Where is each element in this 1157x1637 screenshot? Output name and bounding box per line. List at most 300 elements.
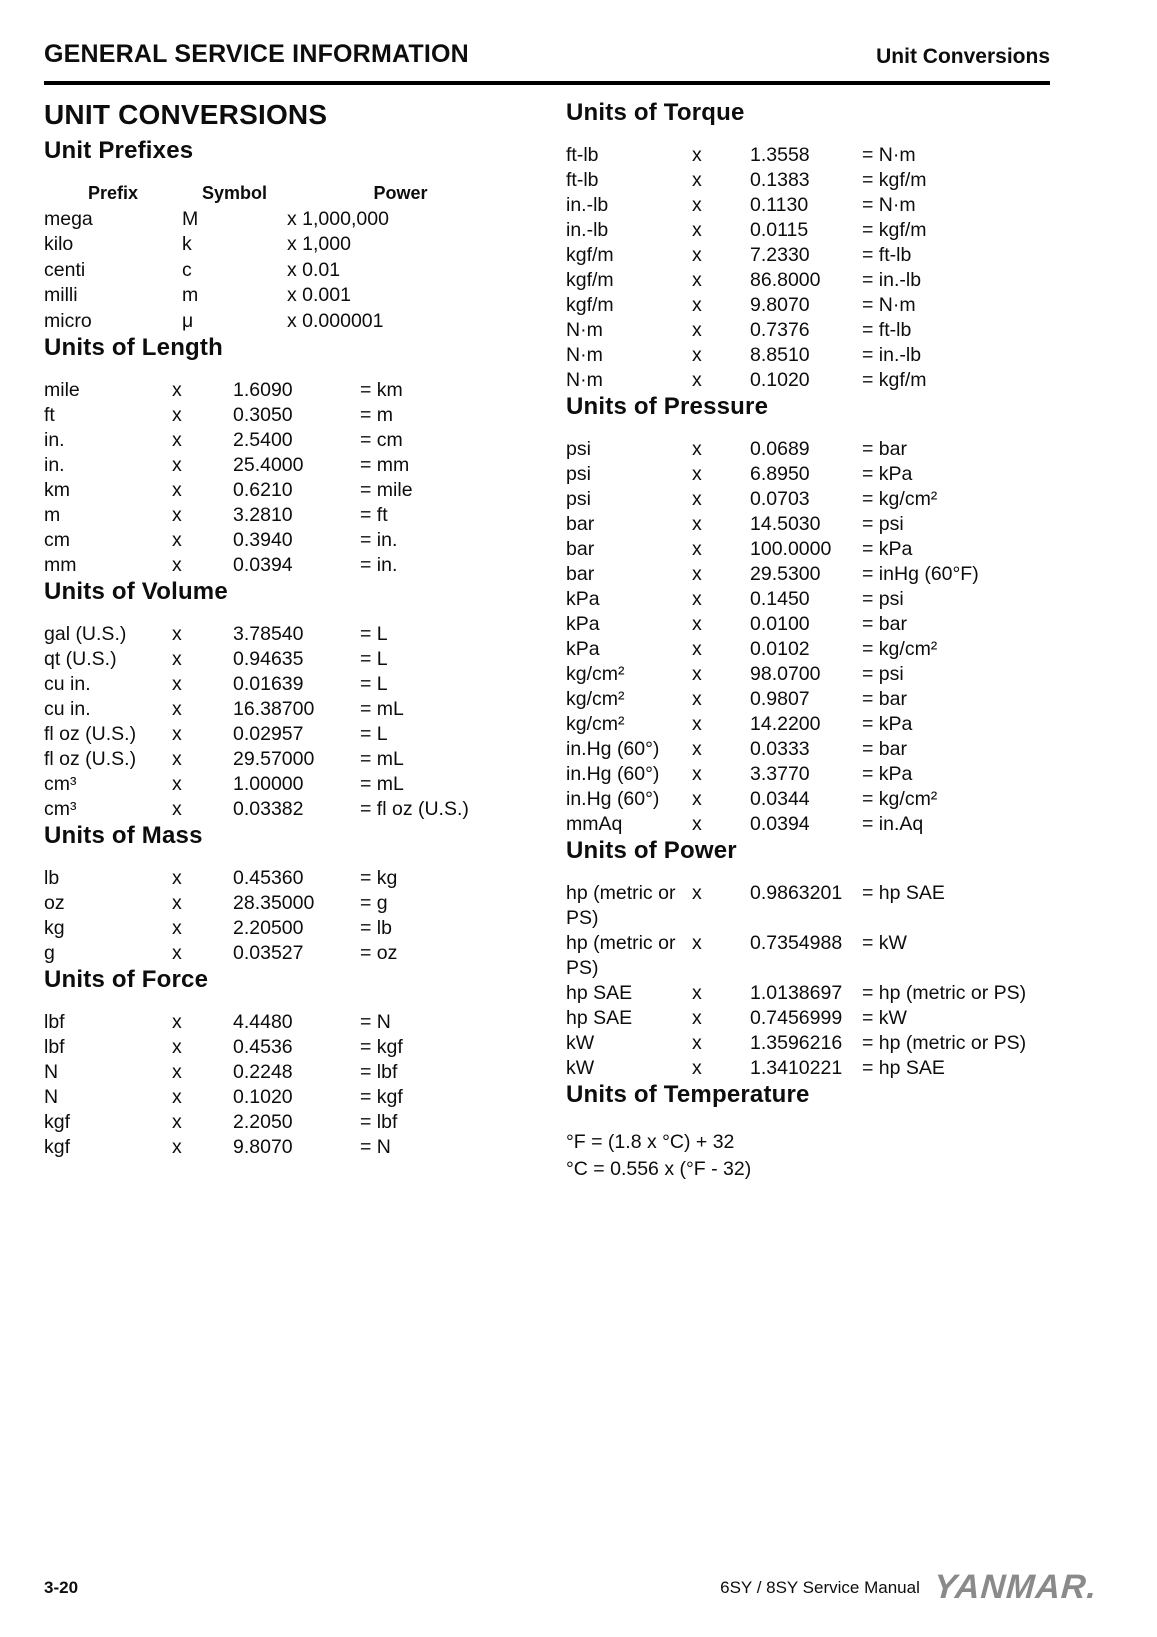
multiply-sign: x <box>692 788 702 810</box>
source-unit: lbf <box>44 1011 65 1033</box>
multiply-sign: x <box>172 723 182 745</box>
prefix-symbol: M <box>182 207 199 230</box>
conversion-factor: 8.8510 <box>750 344 810 366</box>
source-unit: g <box>44 942 55 964</box>
conversion-factor: 9.8070 <box>750 294 810 316</box>
source-unit: mile <box>44 379 80 401</box>
footer-right-group <box>720 1568 1097 1607</box>
target-unit: = bar <box>862 613 907 635</box>
section-units-of-torque <box>566 99 1065 393</box>
prefix-power: x 0.000001 <box>287 309 384 332</box>
conversion-factor: 9.8070 <box>233 1136 293 1158</box>
source-unit: N <box>44 1061 59 1083</box>
multiply-sign: x <box>172 673 182 695</box>
two-column-layout <box>44 99 1065 1183</box>
column-header-power: Power <box>373 183 428 203</box>
source-unit: kPa <box>566 613 600 635</box>
conversion-factor: 7.2330 <box>750 244 810 266</box>
conversion-row <box>44 1085 514 1110</box>
prefix-symbol: k <box>182 233 192 255</box>
conversion-factor: 1.0138697 <box>750 982 843 1004</box>
conversion-row <box>44 503 514 528</box>
target-unit: = m <box>360 404 394 426</box>
conversion-row <box>44 1060 514 1085</box>
section-title: Units of Pressure <box>566 393 769 420</box>
target-unit: = hp (metric or PS) <box>862 982 1027 1004</box>
fahrenheit-formula: °F = (1.8 x °C) + 32 <box>566 1131 735 1153</box>
manual-title: 6SY / 8SY Service Manual <box>720 1577 920 1597</box>
target-unit: = N·m <box>862 144 916 166</box>
multiply-sign: x <box>692 194 702 216</box>
prefix-power: x 0.01 <box>287 258 341 281</box>
conversion-row <box>566 737 1065 762</box>
conversion-factor: 16.38700 <box>233 698 315 720</box>
multiply-sign: x <box>692 638 702 660</box>
conversion-table <box>44 622 514 822</box>
multiply-sign: x <box>692 513 702 535</box>
target-unit: = kg/cm² <box>862 638 938 660</box>
source-unit: cu in. <box>44 673 91 695</box>
section-title: Units of Force <box>44 966 209 993</box>
source-unit: in.Hg (60°) <box>566 788 660 810</box>
conversion-row <box>44 1135 514 1160</box>
source-unit: kg <box>44 917 65 939</box>
source-unit: kgf <box>44 1111 71 1133</box>
conversion-row <box>566 587 1065 612</box>
source-unit: kg/cm² <box>566 663 625 685</box>
target-unit: = ft-lb <box>862 319 912 341</box>
source-unit: oz <box>44 892 65 914</box>
conversion-row <box>44 1110 514 1135</box>
conversion-row <box>566 1031 1065 1056</box>
conversion-row <box>44 403 514 428</box>
prefix-symbol: c <box>182 258 192 281</box>
source-unit: kW <box>566 1057 595 1079</box>
target-unit: = hp SAE <box>862 882 945 904</box>
conversion-factor: 0.3050 <box>233 404 293 426</box>
section-title: Unit Prefixes <box>44 137 194 164</box>
page-number: 3-20 <box>44 1577 79 1597</box>
prefix-name: micro <box>44 309 92 332</box>
multiply-sign: x <box>172 554 182 576</box>
conversion-factor: 0.9863201 <box>750 882 843 904</box>
conversion-factor: 86.8000 <box>750 269 821 291</box>
conversion-row <box>566 881 1065 931</box>
conversion-factor: 0.0394 <box>233 554 293 576</box>
target-unit: = kgf/m <box>862 169 927 191</box>
conversion-factor: 0.01639 <box>233 673 304 695</box>
target-unit: = in. <box>360 554 398 576</box>
target-unit: = L <box>360 723 388 745</box>
conversion-row <box>566 1006 1065 1031</box>
source-unit: cm³ <box>44 773 77 795</box>
conversion-factor: 28.35000 <box>233 892 315 914</box>
section-units-of-temperature <box>566 1081 1065 1183</box>
target-unit: = kgf/m <box>862 369 927 391</box>
conversion-row <box>566 487 1065 512</box>
multiply-sign: x <box>172 1061 182 1083</box>
conversion-row <box>566 462 1065 487</box>
conversion-row <box>44 866 514 891</box>
source-unit: m <box>44 504 61 526</box>
conversion-row <box>566 931 1065 981</box>
source-unit: km <box>44 479 70 501</box>
multiply-sign: x <box>172 867 182 889</box>
multiply-sign: x <box>692 538 702 560</box>
conversion-factor: 0.03527 <box>233 942 304 964</box>
conversion-factor: 1.3410221 <box>750 1057 843 1079</box>
source-unit: gal (U.S.) <box>44 623 127 645</box>
target-unit: = in.-lb <box>862 269 922 291</box>
conversion-factor: 29.5300 <box>750 563 821 585</box>
target-unit: = kPa <box>862 713 913 735</box>
conversion-row <box>566 512 1065 537</box>
section-units-of-power <box>566 837 1065 1081</box>
conversion-factor: 14.5030 <box>750 513 821 535</box>
multiply-sign: x <box>692 613 702 635</box>
target-unit: = inHg (60°F) <box>862 563 979 585</box>
source-unit: cu in. <box>44 698 91 720</box>
conversion-factor: 0.0102 <box>750 638 810 660</box>
multiply-sign: x <box>172 917 182 939</box>
conversion-factor: 2.2050 <box>233 1111 293 1133</box>
multiply-sign: x <box>692 813 702 835</box>
conversion-factor: 0.45360 <box>233 867 304 889</box>
source-unit: fl oz (U.S.) <box>44 748 137 770</box>
prefix-power: x 1,000 <box>287 233 351 255</box>
conversion-factor: 0.0333 <box>750 738 810 760</box>
conversion-row <box>44 528 514 553</box>
conversion-factor: 1.6090 <box>233 379 293 401</box>
conversion-factor: 2.20500 <box>233 917 304 939</box>
multiply-sign: x <box>172 942 182 964</box>
multiply-sign: x <box>692 932 702 954</box>
target-unit: = mm <box>360 454 410 476</box>
multiply-sign: x <box>692 738 702 760</box>
section-title: Units of Torque <box>566 99 745 126</box>
conversion-row <box>44 378 514 403</box>
right-column <box>566 99 1065 1183</box>
target-unit: = km <box>360 379 403 401</box>
source-unit: ft-lb <box>566 144 599 166</box>
conversion-factor: 25.4000 <box>233 454 304 476</box>
chapter-title: GENERAL SERVICE INFORMATION <box>44 40 469 68</box>
source-unit: N·m <box>566 319 603 341</box>
conversion-factor: 0.02957 <box>233 723 304 745</box>
conversion-factor: 4.4480 <box>233 1011 293 1033</box>
section-unit-prefixes <box>44 137 514 334</box>
source-unit: bar <box>566 513 595 535</box>
target-unit: = kgf/m <box>862 219 927 241</box>
conversion-row <box>566 662 1065 687</box>
source-unit: hp (metric or PS) <box>566 932 676 979</box>
conversion-row <box>566 293 1065 318</box>
conversion-row <box>566 637 1065 662</box>
multiply-sign: x <box>692 169 702 191</box>
target-unit: = mL <box>360 698 404 720</box>
source-unit: ft <box>44 404 55 426</box>
prefix-name: kilo <box>44 233 74 255</box>
source-unit: psi <box>566 438 591 460</box>
conversion-factor: 0.0115 <box>750 219 809 241</box>
target-unit: = kg <box>360 867 398 889</box>
multiply-sign: x <box>692 882 702 904</box>
conversion-factor: 0.0344 <box>750 788 810 810</box>
multiply-sign: x <box>692 344 702 366</box>
source-unit: psi <box>566 463 591 485</box>
prefix-table-body <box>44 207 514 335</box>
target-unit: = hp (metric or PS) <box>862 1032 1027 1054</box>
section-units-of-force <box>44 966 514 1160</box>
section-units-of-mass <box>44 822 514 966</box>
conversion-row <box>44 428 514 453</box>
source-unit: lb <box>44 867 60 889</box>
multiply-sign: x <box>172 479 182 501</box>
multiply-sign: x <box>172 892 182 914</box>
multiply-sign: x <box>172 1086 182 1108</box>
conversion-row <box>566 712 1065 737</box>
prefix-symbol: μ <box>182 309 194 332</box>
conversion-factor: 0.7354988 <box>750 932 843 954</box>
multiply-sign: x <box>692 438 702 460</box>
conversion-factor: 0.9807 <box>750 688 810 710</box>
conversion-factor: 0.7456999 <box>750 1007 843 1029</box>
multiply-sign: x <box>172 773 182 795</box>
conversion-row <box>566 193 1065 218</box>
conversion-factor: 100.0000 <box>750 538 832 560</box>
target-unit: = mile <box>360 479 413 501</box>
conversion-row <box>566 268 1065 293</box>
target-unit: = kgf <box>360 1086 403 1108</box>
conversion-factor: 98.0700 <box>750 663 821 685</box>
target-unit: = kgf <box>360 1036 403 1058</box>
conversion-factor: 6.8950 <box>750 463 810 485</box>
conversion-row <box>566 562 1065 587</box>
conversion-row <box>44 1035 514 1060</box>
prefix-power: x 0.001 <box>287 284 351 306</box>
conversion-factor: 1.00000 <box>233 773 304 795</box>
conversion-factor: 0.3940 <box>233 529 293 551</box>
conversion-table <box>44 1010 514 1160</box>
conversion-factor: 29.57000 <box>233 748 315 770</box>
multiply-sign: x <box>172 529 182 551</box>
target-unit: = in.-lb <box>862 344 922 366</box>
conversion-row <box>44 772 514 797</box>
conversion-factor: 0.7376 <box>750 319 810 341</box>
section-title: Units of Mass <box>44 822 203 849</box>
conversion-row <box>566 612 1065 637</box>
source-unit: cm <box>44 529 70 551</box>
target-unit: = kW <box>862 932 907 954</box>
multiply-sign: x <box>692 982 702 1004</box>
conversion-factor: 0.1020 <box>233 1086 293 1108</box>
target-unit: = cm <box>360 429 403 451</box>
multiply-sign: x <box>172 379 182 401</box>
conversion-row <box>44 722 514 747</box>
source-unit: lbf <box>44 1036 65 1058</box>
source-unit: kPa <box>566 638 600 660</box>
multiply-sign: x <box>172 748 182 770</box>
source-unit: kg/cm² <box>566 688 625 710</box>
prefix-name: mega <box>44 207 93 230</box>
section-title: Units of Temperature <box>566 1081 810 1108</box>
prefix-symbol: m <box>182 284 199 306</box>
celsius-formula: °C = 0.556 x (°F - 32) <box>566 1158 752 1180</box>
source-unit: bar <box>566 538 595 560</box>
conversion-table <box>44 378 514 578</box>
source-unit: N <box>44 1086 59 1108</box>
conversion-factor: 0.03382 <box>233 798 304 820</box>
target-unit: = ft <box>360 504 388 526</box>
source-unit: kgf/m <box>566 269 614 291</box>
conversion-factor: 3.3770 <box>750 763 810 785</box>
multiply-sign: x <box>692 294 702 316</box>
conversion-factor: 0.4536 <box>233 1036 293 1058</box>
conversion-factor: 0.0100 <box>750 613 810 635</box>
target-unit: = lbf <box>360 1111 398 1133</box>
conversion-factor: 0.0703 <box>750 488 810 510</box>
target-unit: = bar <box>862 438 907 460</box>
conversion-table <box>566 437 1065 837</box>
prefix-name: centi <box>44 258 86 281</box>
multiply-sign: x <box>172 623 182 645</box>
multiply-sign: x <box>692 588 702 610</box>
page-header <box>44 40 1050 85</box>
source-unit: hp SAE <box>566 1007 633 1029</box>
conversion-factor: 1.3558 <box>750 144 810 166</box>
multiply-sign: x <box>172 504 182 526</box>
multiply-sign: x <box>172 1136 182 1158</box>
target-unit: = psi <box>862 513 904 535</box>
multiply-sign: x <box>172 798 182 820</box>
target-unit: = in. <box>360 529 398 551</box>
target-unit: = N <box>360 1011 391 1033</box>
source-unit: fl oz (U.S.) <box>44 723 137 745</box>
multiply-sign: x <box>692 563 702 585</box>
target-unit: = L <box>360 648 388 670</box>
multiply-sign: x <box>172 1011 182 1033</box>
column-header-prefix: Prefix <box>87 183 139 203</box>
source-unit: hp SAE <box>566 982 633 1004</box>
source-unit: in.Hg (60°) <box>566 763 660 785</box>
target-unit: = mL <box>360 773 404 795</box>
multiply-sign: x <box>692 1032 702 1054</box>
conversion-row <box>566 368 1065 393</box>
conversion-row <box>566 243 1065 268</box>
conversion-factor: 0.1450 <box>750 588 810 610</box>
target-unit: = L <box>360 623 388 645</box>
multiply-sign: x <box>692 663 702 685</box>
conversion-row <box>566 687 1065 712</box>
target-unit: = ft-lb <box>862 244 912 266</box>
source-unit: kg/cm² <box>566 713 625 735</box>
multiply-sign: x <box>692 1007 702 1029</box>
conversion-row <box>566 218 1065 243</box>
conversion-row <box>566 537 1065 562</box>
multiply-sign: x <box>172 1111 182 1133</box>
conversion-table <box>566 143 1065 393</box>
conversion-row <box>44 697 514 722</box>
temperature-formulas <box>566 1129 1065 1183</box>
target-unit: = N·m <box>862 294 916 316</box>
multiply-sign: x <box>692 488 702 510</box>
conversion-row <box>44 453 514 478</box>
conversion-factor: 14.2200 <box>750 713 821 735</box>
multiply-sign: x <box>692 269 702 291</box>
conversion-factor: 0.1020 <box>750 369 810 391</box>
multiply-sign: x <box>692 219 702 241</box>
conversion-row <box>44 672 514 697</box>
source-unit: in.-lb <box>566 219 609 241</box>
target-unit: = bar <box>862 738 907 760</box>
multiply-sign: x <box>172 698 182 720</box>
target-unit: = kPa <box>862 763 913 785</box>
multiply-sign: x <box>692 369 702 391</box>
conversion-factor: 0.1130 <box>750 194 809 216</box>
multiply-sign: x <box>172 648 182 670</box>
conversion-row <box>44 478 514 503</box>
prefix-name: milli <box>44 284 78 306</box>
section-units-of-volume <box>44 578 514 822</box>
source-unit: N·m <box>566 344 603 366</box>
source-unit: kgf/m <box>566 244 614 266</box>
target-unit: = g <box>360 892 388 914</box>
yanmar-logo: YANMAR. <box>932 1568 1099 1606</box>
conversion-factor: 3.2810 <box>233 504 293 526</box>
conversion-factor: 0.0394 <box>750 813 810 835</box>
source-unit: hp (metric or PS) <box>566 882 676 929</box>
prefix-table <box>44 181 514 207</box>
conversion-row <box>566 787 1065 812</box>
conversion-factor: 0.6210 <box>233 479 293 501</box>
section-title: Units of Volume <box>44 578 228 605</box>
conversion-factor: 0.1383 <box>750 169 810 191</box>
source-unit: bar <box>566 563 595 585</box>
conversion-row <box>44 941 514 966</box>
target-unit: = L <box>360 673 388 695</box>
target-unit: = psi <box>862 663 904 685</box>
source-unit: mmAq <box>566 813 623 835</box>
target-unit: = hp SAE <box>862 1057 945 1079</box>
target-unit: = N·m <box>862 194 916 216</box>
conversion-table <box>566 881 1065 1081</box>
target-unit: = kg/cm² <box>862 488 938 510</box>
conversion-table <box>44 866 514 966</box>
conversion-factor: 0.94635 <box>233 648 304 670</box>
multiply-sign: x <box>692 1057 702 1079</box>
page-title: UNIT CONVERSIONS <box>44 99 328 130</box>
target-unit: = kPa <box>862 463 913 485</box>
conversion-row <box>44 747 514 772</box>
conversion-factor: 2.5400 <box>233 429 293 451</box>
multiply-sign: x <box>692 319 702 341</box>
source-unit: kgf <box>44 1136 71 1158</box>
conversion-row <box>44 553 514 578</box>
conversion-row <box>44 891 514 916</box>
conversion-row <box>566 812 1065 837</box>
conversion-factor: 0.0689 <box>750 438 810 460</box>
conversion-row <box>566 437 1065 462</box>
conversion-row <box>566 981 1065 1006</box>
multiply-sign: x <box>692 463 702 485</box>
multiply-sign: x <box>172 404 182 426</box>
left-column <box>44 99 514 1183</box>
source-unit: mm <box>44 554 77 576</box>
multiply-sign: x <box>692 763 702 785</box>
target-unit: = oz <box>360 942 398 964</box>
prefix-power: x 1,000,000 <box>287 207 389 230</box>
source-unit: in. <box>44 429 65 451</box>
